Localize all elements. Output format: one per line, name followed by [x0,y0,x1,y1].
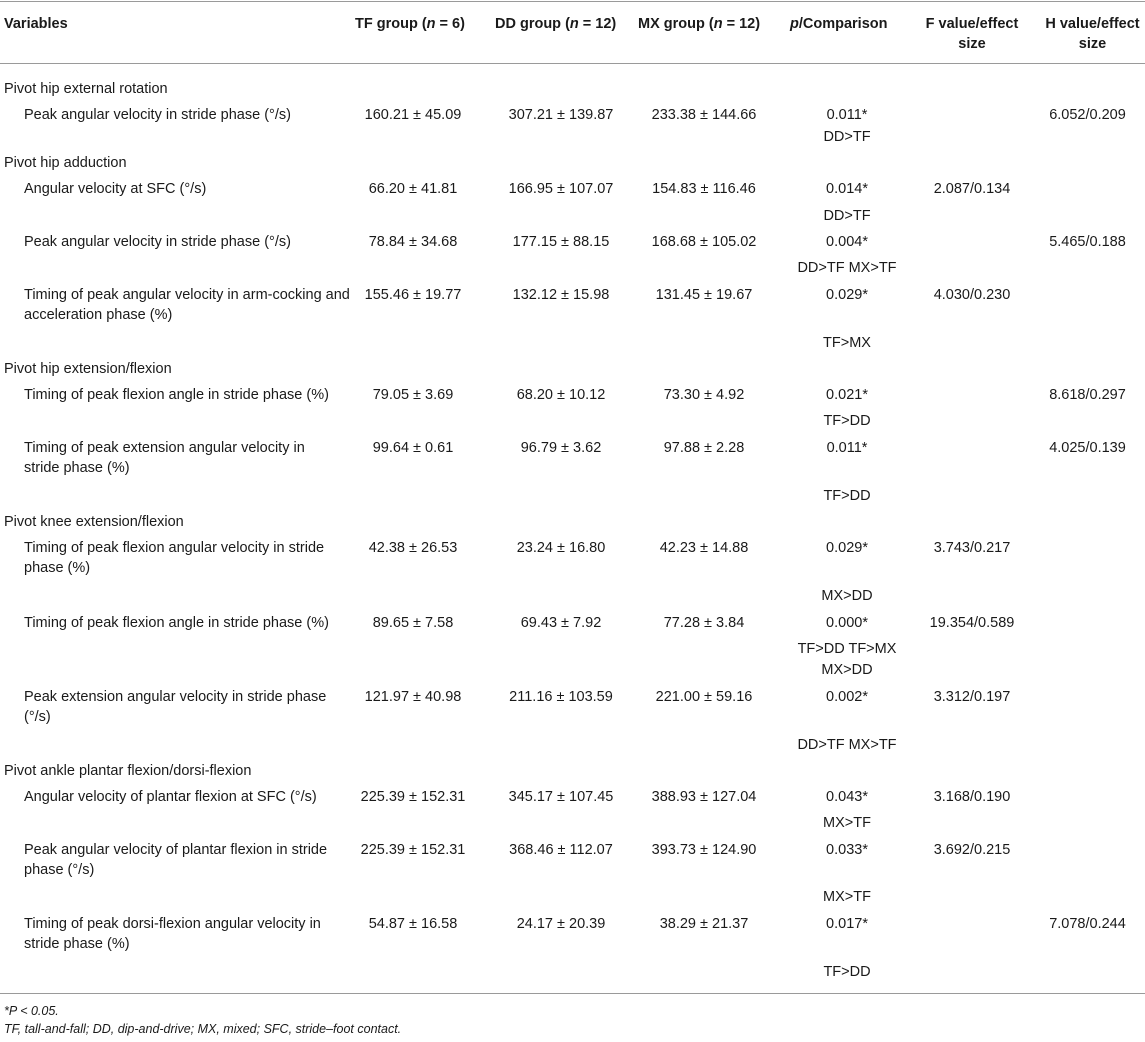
cell-p-value: 0.017* [826,916,868,932]
row-label: Peak extension angular velocity in stride phase (°/s) [24,689,327,725]
cell-p-value: 0.000* [826,615,868,631]
cell-f-value: 19.354/0.589 [929,615,1015,631]
header-f-value: F value/effect size [925,16,1019,52]
cell-comparison: DD>TF [823,129,871,145]
row-label: Timing of peak flexion angle in stride phase (%) [24,387,329,403]
cell-mx: 168.68 ± 105.02 [651,234,757,250]
cell-mx: 393.73 ± 124.90 [651,842,757,858]
cell-mx: 38.29 ± 21.37 [659,916,749,932]
cell-p-value: 0.029* [826,287,868,303]
cell-tf: 160.21 ± 45.09 [364,107,462,123]
cell-p-value: 0.002* [826,689,868,705]
cell-p-value: 0.004* [826,234,868,250]
cell-comparison: DD>TF MX>TF [797,737,897,753]
cell-p-value: 0.021* [826,387,868,403]
row-label: Angular velocity at SFC (°/s) [24,181,207,197]
cell-f-value: 3.743/0.217 [933,540,1011,556]
cell-mx: 97.88 ± 2.28 [663,440,745,456]
cell-p-value: 0.043* [826,789,868,805]
cell-mx: 42.23 ± 14.88 [659,540,749,556]
header-dd-group: DD group (n = 12) [495,16,617,32]
cell-f-value: 3.692/0.215 [933,842,1011,858]
row-label: Angular velocity of plantar flexion at SFC (°/s) [24,789,317,805]
section-title: Pivot knee extension/flexion [4,514,184,530]
cell-h-value: 5.465/0.188 [1049,234,1126,250]
section-title: Pivot hip adduction [4,155,127,171]
cell-comparison: TF>DD [823,488,871,504]
row-label: Timing of peak flexion angular velocity in stride phase (%) [24,540,325,576]
cell-dd: 345.17 ± 107.45 [508,789,614,805]
cell-tf: 99.64 ± 0.61 [372,440,454,456]
cell-h-value: 7.078/0.244 [1049,916,1126,932]
cell-dd: 68.20 ± 10.12 [516,387,606,403]
row-label: Timing of peak extension angular velocity in stride phase (%) [24,440,305,476]
cell-dd: 69.43 ± 7.92 [520,615,602,631]
section-title: Pivot hip external rotation [4,81,168,97]
header-h-value: H value/effect size [1045,16,1140,52]
cell-dd: 132.12 ± 15.98 [512,287,610,303]
header-variables: Variables [4,16,68,32]
cell-tf: 66.20 ± 41.81 [368,181,458,197]
cell-mx: 154.83 ± 116.46 [652,181,756,197]
cell-tf: 89.65 ± 7.58 [372,615,454,631]
cell-dd: 24.17 ± 20.39 [516,916,606,932]
cell-tf: 121.97 ± 40.98 [364,689,462,705]
cell-tf: 78.84 ± 34.68 [368,234,458,250]
section-title: Pivot hip extension/flexion [4,361,172,377]
header-tf-group: TF group (n = 6) [355,16,465,32]
cell-h-value: 6.052/0.209 [1049,107,1126,123]
cell-f-value: 3.168/0.190 [933,789,1011,805]
cell-comparison: DD>TF [823,208,871,224]
cell-mx: 233.38 ± 144.66 [651,107,757,123]
cell-mx: 73.30 ± 4.92 [663,387,745,403]
bottom-rule [0,993,1145,994]
cell-mx: 131.45 ± 19.67 [655,287,753,303]
cell-comparison: TF>DD [823,413,871,429]
cell-f-value: 2.087/0.134 [933,181,1011,197]
cell-tf: 225.39 ± 152.31 [360,842,466,858]
row-label: Timing of peak flexion angle in stride phase (%) [24,615,329,631]
cell-dd: 166.95 ± 107.07 [508,181,614,197]
row-label: Peak angular velocity of plantar flexion in stride phase (°/s) [24,842,328,878]
cell-tf: 155.46 ± 19.77 [364,287,462,303]
row-label: Timing of peak angular velocity in arm-cocking and acceleration phase (%) [24,287,350,323]
footnote-significance: *P < 0.05. [4,1004,59,1018]
cell-comparison: MX>DD [821,588,873,604]
cell-tf: 54.87 ± 16.58 [368,916,458,932]
cell-tf: 225.39 ± 152.31 [360,789,466,805]
section-title: Pivot ankle plantar flexion/dorsi-flexion [4,763,252,779]
cell-dd: 96.79 ± 3.62 [520,440,602,456]
cell-h-value: 4.025/0.139 [1049,440,1126,456]
cell-p-value: 0.014* [826,181,868,197]
row-label: Timing of peak dorsi-flexion angular velocity in stride phase (%) [24,916,321,952]
header-p-comparison: p/Comparison [790,16,888,32]
cell-dd: 177.15 ± 88.15 [512,234,610,250]
cell-comparison: TF>MX [823,335,871,351]
cell-comparison: DD>TF MX>TF [797,260,897,276]
header-mx-group: MX group (n = 12) [638,16,761,32]
cell-p-value: 0.033* [826,842,868,858]
cell-dd: 307.21 ± 139.87 [508,107,614,123]
cell-p-value: 0.029* [826,540,868,556]
row-label: Peak angular velocity in stride phase (°/s) [24,107,291,123]
cell-dd: 23.24 ± 16.80 [516,540,606,556]
cell-mx: 388.93 ± 127.04 [651,789,757,805]
cell-comparison: MX>TF [823,815,871,831]
cell-f-value: 4.030/0.230 [933,287,1011,303]
cell-mx: 77.28 ± 3.84 [663,615,745,631]
cell-f-value: 3.312/0.197 [933,689,1011,705]
cell-tf: 42.38 ± 26.53 [368,540,458,556]
cell-h-value: 8.618/0.297 [1049,387,1126,403]
cell-comparison: MX>TF [823,889,871,905]
cell-comparison: TF>DD [823,964,871,980]
cell-tf: 79.05 ± 3.69 [372,387,454,403]
cell-comparison: TF>DD TF>MX [797,641,897,657]
cell-dd: 211.16 ± 103.59 [509,689,613,705]
header-rule [0,63,1145,64]
top-rule [0,1,1145,2]
cell-p-value: 0.011* [826,107,868,123]
cell-p-value: 0.011* [826,440,868,456]
row-label: Peak angular velocity in stride phase (°/s) [24,234,291,250]
cell-dd: 368.46 ± 112.07 [509,842,613,858]
cell-comparison: MX>DD [821,662,873,678]
footnote-abbreviations: TF, tall-and-fall; DD, dip-and-drive; MX, mixed; SFC, stride–foot contact. [4,1022,402,1036]
cell-mx: 221.00 ± 59.16 [655,689,753,705]
